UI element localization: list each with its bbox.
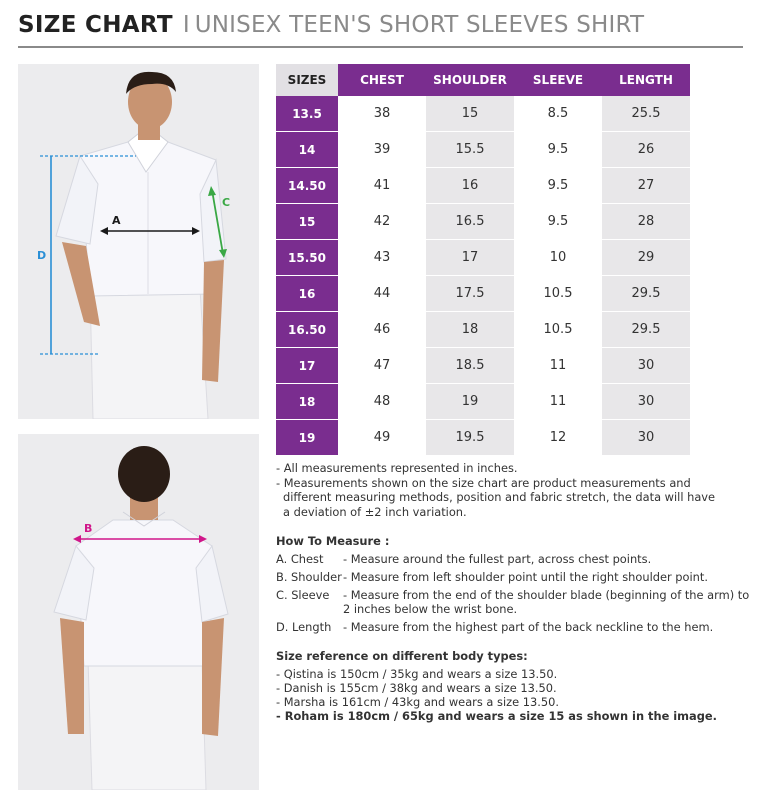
shoulder-cell: 17.5 [426,276,514,312]
header-length: LENGTH [602,64,690,96]
size-reference-highlight: - Roham is 180cm / 65kg and wears a size 15 as shown in the image. [276,709,717,723]
how-to-desc: - Measure from the highest part of the back neckline to the hem. [343,620,714,634]
length-cell: 30 [602,384,690,420]
table-row [276,384,690,420]
how-to-item [276,570,752,584]
size-cell: 14 [276,132,338,168]
shoulder-cell: 16.5 [426,204,514,240]
page-header [18,12,743,48]
table-row [276,276,690,312]
sleeve-cell: 10.5 [514,276,602,312]
sleeve-cell: 11 [514,348,602,384]
page-subtitle: UNISEX TEEN'S SHORT SLEEVES SHIRT [194,12,645,38]
marker-a-label: A [112,214,121,227]
sleeve-cell: 11 [514,384,602,420]
sleeve-cell: 9.5 [514,168,602,204]
chest-cell: 39 [338,132,426,168]
shoulder-cell: 19.5 [426,420,514,456]
chest-cell: 47 [338,348,426,384]
size-cell: 15.50 [276,240,338,276]
size-reference-heading: Size reference on different body types: [276,649,528,663]
shoulder-cell: 15.5 [426,132,514,168]
length-cell: 30 [602,420,690,456]
how-to-label: B. Shoulder [276,570,342,584]
marker-c-label: C [222,196,231,209]
length-cell: 29.5 [602,276,690,312]
table-row [276,312,690,348]
table-row [276,348,690,384]
how-to-desc: - Measure around the fullest part, across chest points. [343,552,652,566]
sleeve-cell: 10 [514,240,602,276]
note-line: - All measurements represented in inches. [276,461,518,475]
sleeve-cell: 8.5 [514,96,602,132]
note-line: different measuring methods, position and fabric stretch, the data will have [283,490,716,504]
how-to-label: A. Chest [276,552,324,566]
front-model-photo [18,64,259,419]
shoulder-cell: 16 [426,168,514,204]
header-chest: CHEST [338,64,426,96]
table-row [276,420,690,456]
length-cell: 29 [602,240,690,276]
size-cell: 17 [276,348,338,384]
how-to-label: C. Sleeve [276,588,330,602]
how-to-item [276,620,752,634]
size-cell: 16 [276,276,338,312]
size-cell: 13.5 [276,96,338,132]
chest-cell: 42 [338,204,426,240]
note-line: - Measurements shown on the size chart are product measurements and [276,475,691,490]
sleeve-cell: 10.5 [514,312,602,348]
size-reference-item: - Qistina is 150cm / 35kg and wears a size 13.50. [276,667,558,681]
measurement-notes [276,461,746,519]
header-sleeve: SLEEVE [514,64,602,96]
shoulder-cell: 18.5 [426,348,514,384]
how-to-heading: How To Measure : [276,534,390,548]
shoulder-cell: 17 [426,240,514,276]
how-to-measure [276,534,752,638]
size-cell: 14.50 [276,168,338,204]
marker-d-label: D [37,249,47,262]
size-cell: 19 [276,420,338,456]
how-to-desc: - Measure from the end of the shoulder blade (beginning of the arm) to 2 inches below the wrist bone. [343,588,750,616]
marker-b-label: B [84,522,93,535]
front-model-illustration [18,64,259,419]
length-cell: 27 [602,168,690,204]
chest-cell: 46 [338,312,426,348]
length-cell: 28 [602,204,690,240]
size-reference [276,649,752,723]
shoulder-cell: 18 [426,312,514,348]
sleeve-cell: 9.5 [514,132,602,168]
title-separator: I [182,12,190,38]
chest-cell: 41 [338,168,426,204]
table-row [276,96,690,132]
shoulder-cell: 15 [426,96,514,132]
chest-cell: 43 [338,240,426,276]
table-row [276,204,690,240]
size-cell: 15 [276,204,338,240]
size-table [276,64,690,456]
how-to-item [276,588,752,616]
length-cell: 26 [602,132,690,168]
size-cell: 16.50 [276,312,338,348]
chest-cell: 48 [338,384,426,420]
chest-cell: 44 [338,276,426,312]
chest-cell: 38 [338,96,426,132]
sleeve-cell: 12 [514,420,602,456]
length-cell: 29.5 [602,312,690,348]
header-shoulder: SHOULDER [426,64,514,96]
size-reference-item: - Danish is 155cm / 38kg and wears a size 13.50. [276,681,557,695]
table-row [276,240,690,276]
length-cell: 25.5 [602,96,690,132]
table-row [276,132,690,168]
note-line: a deviation of ±2 inch variation. [283,504,467,519]
how-to-desc: - Measure from left shoulder point until the right shoulder point. [343,570,708,584]
table-header-row [276,64,690,96]
back-model-illustration [18,434,259,790]
size-cell: 18 [276,384,338,420]
sleeve-cell: 9.5 [514,204,602,240]
size-reference-item: - Marsha is 161cm / 43kg and wears a size 13.50. [276,695,559,709]
how-to-item [276,552,752,566]
chest-cell: 49 [338,420,426,456]
back-model-photo [18,434,259,790]
length-cell: 30 [602,348,690,384]
how-to-label: D. Length [276,620,332,634]
shoulder-cell: 19 [426,384,514,420]
header-sizes: SIZES [276,64,338,96]
table-row [276,168,690,204]
page-title: SIZE CHART [18,12,173,38]
